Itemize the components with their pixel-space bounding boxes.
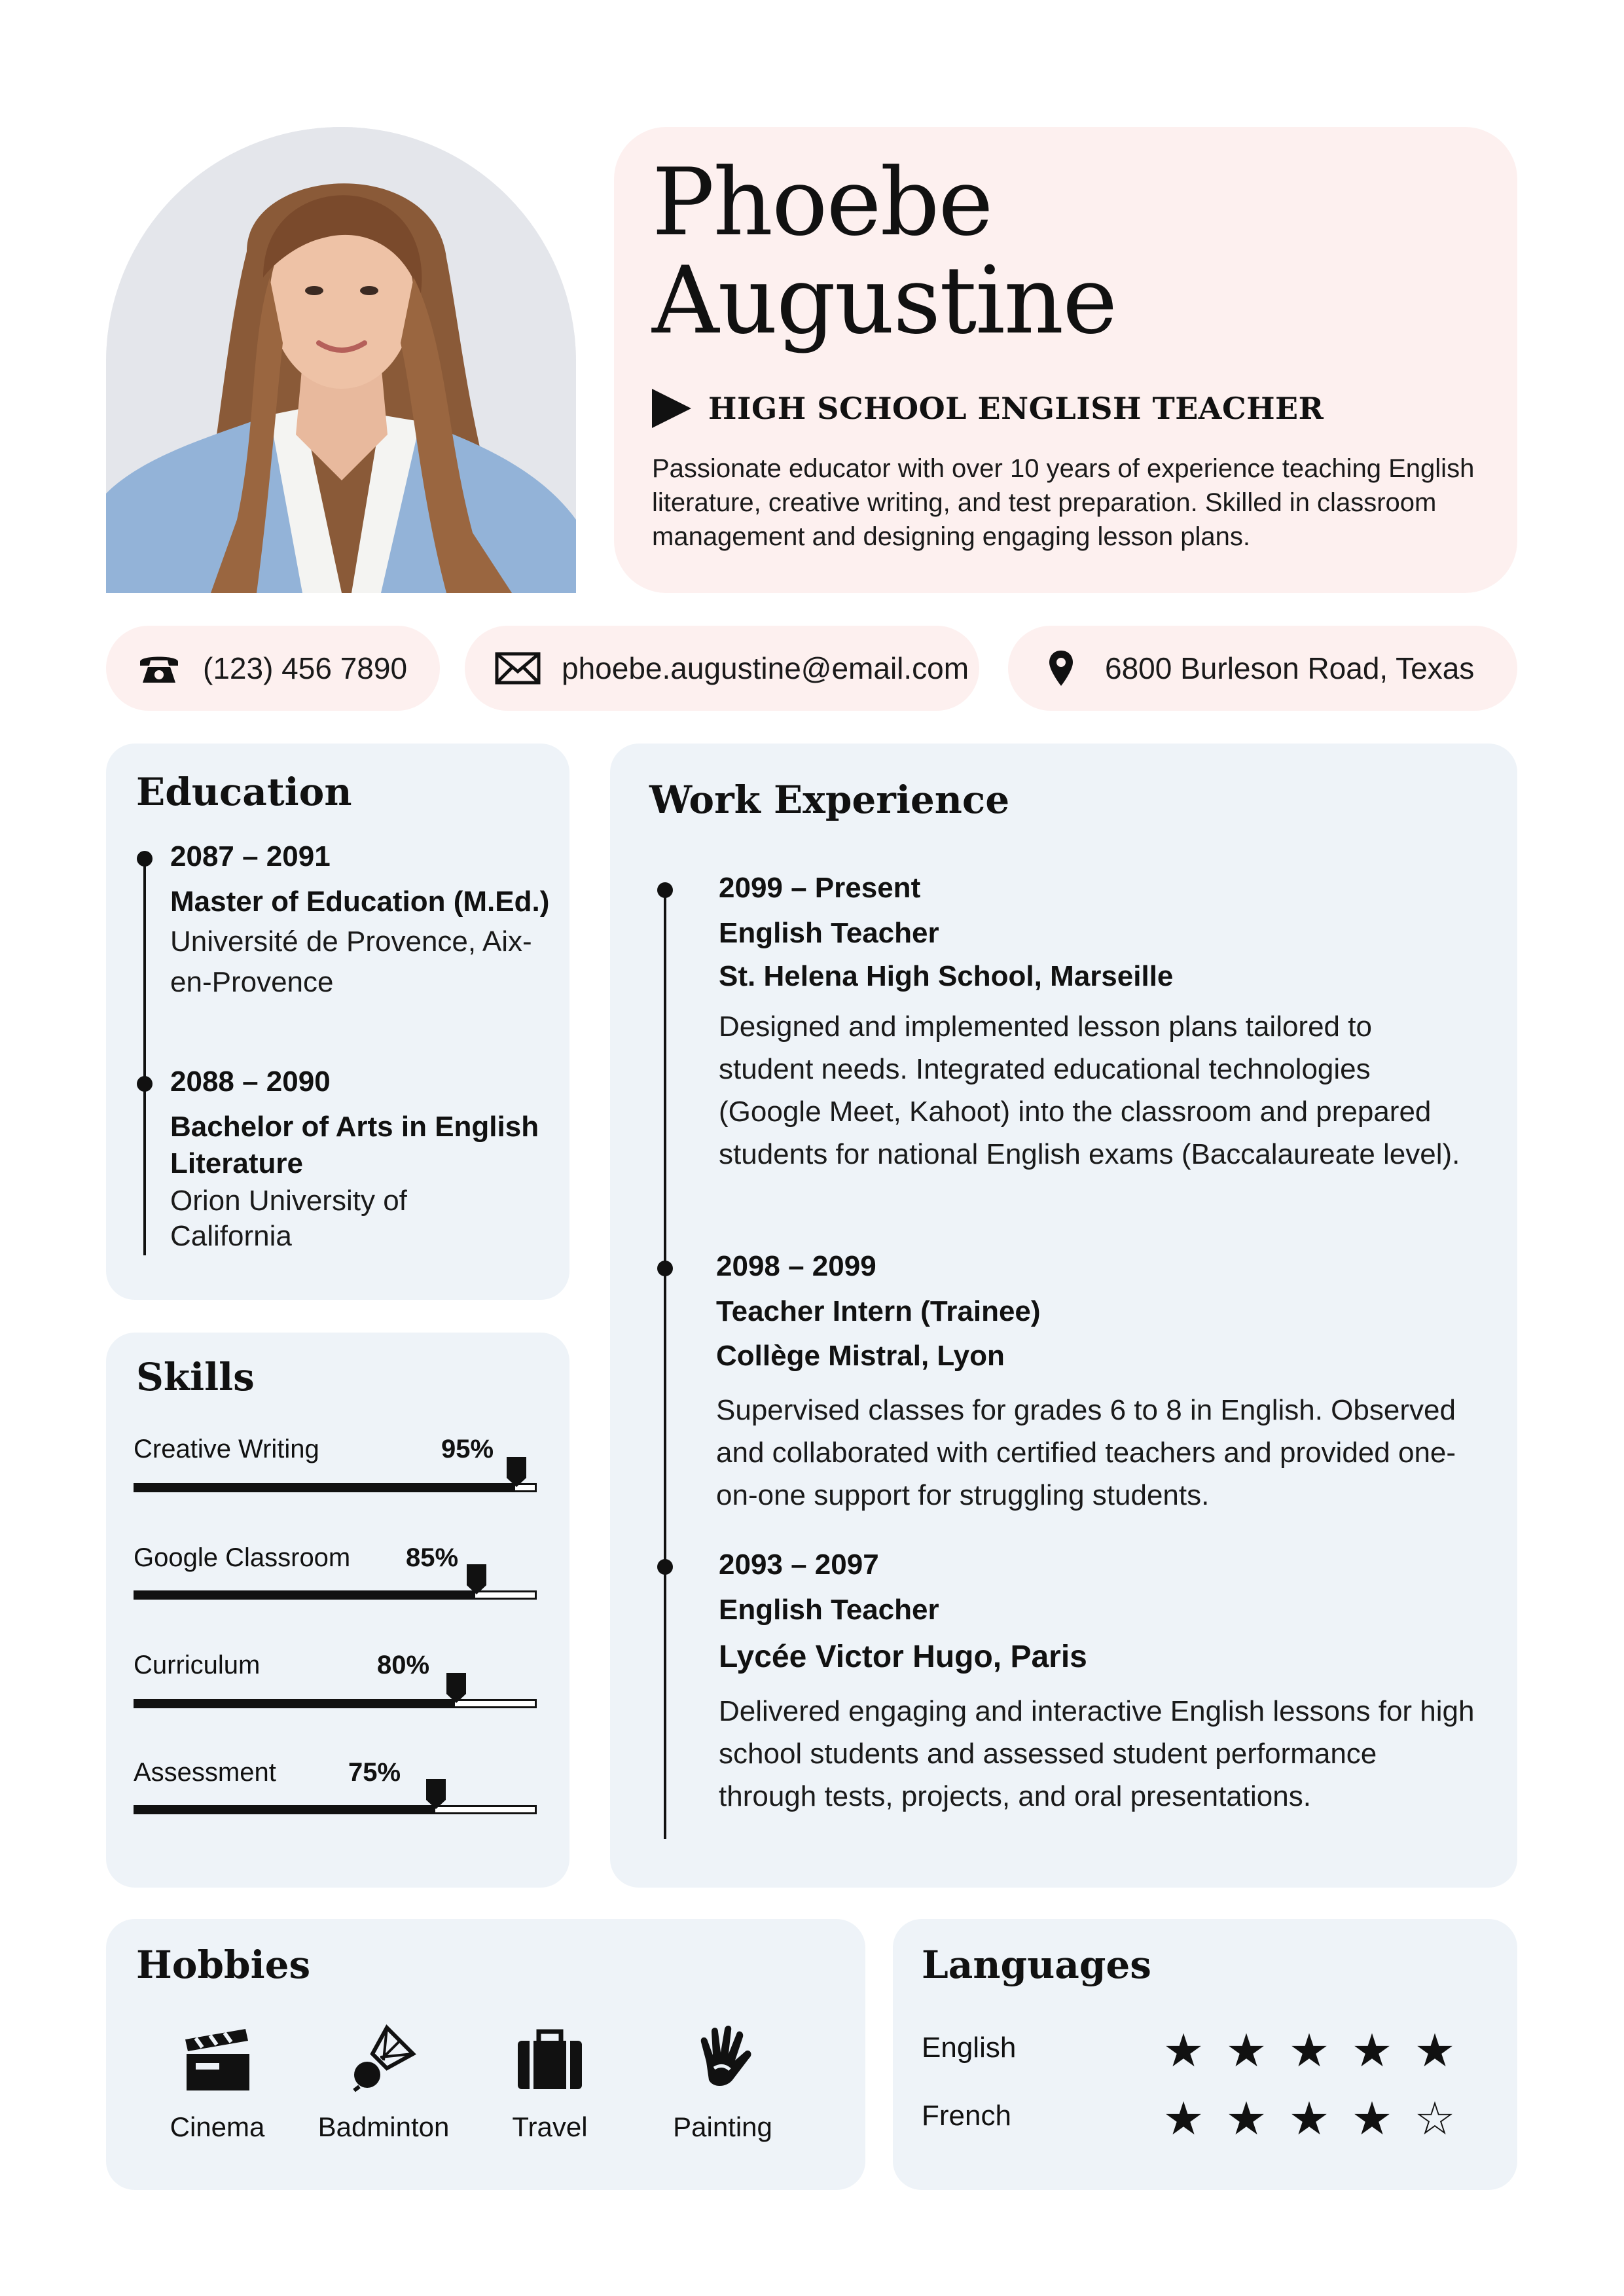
timeline-dot <box>137 851 153 867</box>
skill-name: Creative Writing <box>134 1435 319 1463</box>
hobby-cinema <box>139 2022 296 2143</box>
skill-percent: 80% <box>377 1651 430 1679</box>
skill-bar-fill <box>135 1592 475 1598</box>
education-school: Orion University of California <box>170 1185 407 1252</box>
skill-marker <box>426 1779 446 1800</box>
education-dates: 2088 – 2090 <box>170 1066 331 1098</box>
star-empty-icon: ☆ <box>1414 2092 1456 2145</box>
education-degree: Master of Education (M.Ed.) <box>170 886 550 918</box>
education-school: Université de Provence, Aix-en-Provence <box>170 925 532 998</box>
language-name: English <box>922 2032 1017 2064</box>
skill-bar-fill <box>135 1807 435 1812</box>
work-experience-title: Work Experience <box>649 778 1010 822</box>
timeline-dot <box>137 1076 153 1092</box>
work-position: English Teacher <box>719 1594 939 1626</box>
star-filled-icon: ★ <box>1414 2024 1456 2077</box>
skill-name: Google Classroom <box>134 1543 351 1572</box>
language-rating <box>1152 2092 1466 2145</box>
work-timeline <box>664 890 666 1839</box>
hobbies-title: Hobbies <box>136 1943 311 1987</box>
language-name: French <box>922 2100 1011 2132</box>
work-position: Teacher Intern (Trainee) <box>716 1295 1041 1327</box>
work-company: Lycée Victor Hugo, Paris <box>719 1640 1087 1674</box>
work-dates: 2093 – 2097 <box>719 1549 879 1581</box>
phone-icon <box>136 649 182 688</box>
first-name: Phoebe <box>652 149 992 257</box>
skills-card <box>106 1333 569 1888</box>
work-dates: 2098 – 2099 <box>716 1250 876 1282</box>
work-description: Supervised classes for grades 6 to 8 in English. Observed and collaborated with certified teachers and provided one-on-one support for struggling students. <box>716 1394 1456 1511</box>
star-filled-icon: ★ <box>1163 2024 1204 2077</box>
timeline-dot <box>657 1261 673 1276</box>
hobby-label: Painting <box>673 2111 772 2142</box>
skill-percent: 95% <box>441 1435 494 1463</box>
hobby-label: Travel <box>512 2111 588 2142</box>
full-name <box>652 149 1117 355</box>
work-description: Delivered engaging and interactive English lessons for high school students and assessed student performance through tests, projects, and oral presentations. <box>719 1695 1475 1812</box>
contact-phone <box>106 626 440 711</box>
skill-bar <box>134 1483 537 1492</box>
language-rating <box>1152 2024 1466 2077</box>
star-filled-icon: ★ <box>1351 2092 1393 2145</box>
skill-marker <box>507 1457 526 1478</box>
shuttlecock-icon <box>348 2022 420 2094</box>
hobby-travel <box>471 2022 628 2143</box>
work-description: Designed and implemented lesson plans tailored to student needs. Integrated educational technologies (Google Meet, Kahoot) into the classroom and prepared students for national English exams (Baccalaureate level). <box>719 1011 1460 1170</box>
contact-address <box>1008 626 1517 711</box>
work-position: English Teacher <box>719 917 939 949</box>
suitcase-icon <box>514 2022 586 2094</box>
star-filled-icon: ★ <box>1225 2024 1267 2077</box>
contact-email <box>465 626 979 711</box>
timeline-dot <box>657 1559 673 1575</box>
email-text: phoebe.augustine@email.com <box>562 651 969 685</box>
hobby-label: Cinema <box>170 2111 265 2142</box>
hobby-badminton <box>305 2022 462 2143</box>
star-filled-icon: ★ <box>1163 2092 1204 2145</box>
skill-bar-fill <box>135 1701 455 1706</box>
map-pin-icon <box>1038 649 1084 688</box>
star-filled-icon: ★ <box>1288 2024 1330 2077</box>
languages-title: Languages <box>922 1943 1151 1987</box>
last-name: Augustine <box>652 247 1117 355</box>
phone-text: (123) 456 7890 <box>203 651 408 685</box>
education-timeline <box>143 859 146 1255</box>
hobby-painting <box>644 2022 801 2143</box>
play-arrow-icon <box>652 389 691 428</box>
skill-bar-fill <box>135 1485 515 1490</box>
work-company: St. Helena High School, Marseille <box>719 960 1174 992</box>
education-dates: 2087 – 2091 <box>170 840 331 872</box>
work-company: Collège Mistral, Lyon <box>716 1340 1005 1372</box>
profile-summary: Passionate educator with over 10 years of experience teaching English literature, creative writing, and test preparation. Skilled in classroom management and designing engaging lesson plans. <box>652 454 1475 551</box>
skill-bar <box>134 1805 537 1814</box>
profile-photo <box>106 127 576 593</box>
address-text: 6800 Burleson Road, Texas <box>1105 651 1475 685</box>
star-filled-icon: ★ <box>1288 2092 1330 2145</box>
skill-marker <box>446 1673 466 1694</box>
skill-name: Assessment <box>134 1758 276 1787</box>
skill-bar <box>134 1699 537 1708</box>
star-filled-icon: ★ <box>1225 2092 1267 2145</box>
skills-title: Skills <box>136 1355 255 1399</box>
education-title: Education <box>136 770 352 814</box>
timeline-dot <box>657 882 673 898</box>
skill-name: Curriculum <box>134 1651 261 1679</box>
envelope-icon <box>495 649 541 688</box>
painted-hand-icon <box>687 2022 759 2094</box>
work-dates: 2099 – Present <box>719 872 921 904</box>
skill-percent: 85% <box>406 1543 459 1572</box>
skill-percent: 75% <box>348 1758 401 1787</box>
star-filled-icon: ★ <box>1351 2024 1393 2077</box>
skill-marker <box>467 1564 486 1585</box>
education-degree: Bachelor of Arts in English Literature <box>170 1111 539 1179</box>
job-title: HIGH SCHOOL ENGLISH TEACHER <box>708 391 1324 426</box>
hobby-label: Badminton <box>317 2111 450 2142</box>
role-row <box>652 389 1324 428</box>
clapperboard-icon <box>181 2022 253 2094</box>
